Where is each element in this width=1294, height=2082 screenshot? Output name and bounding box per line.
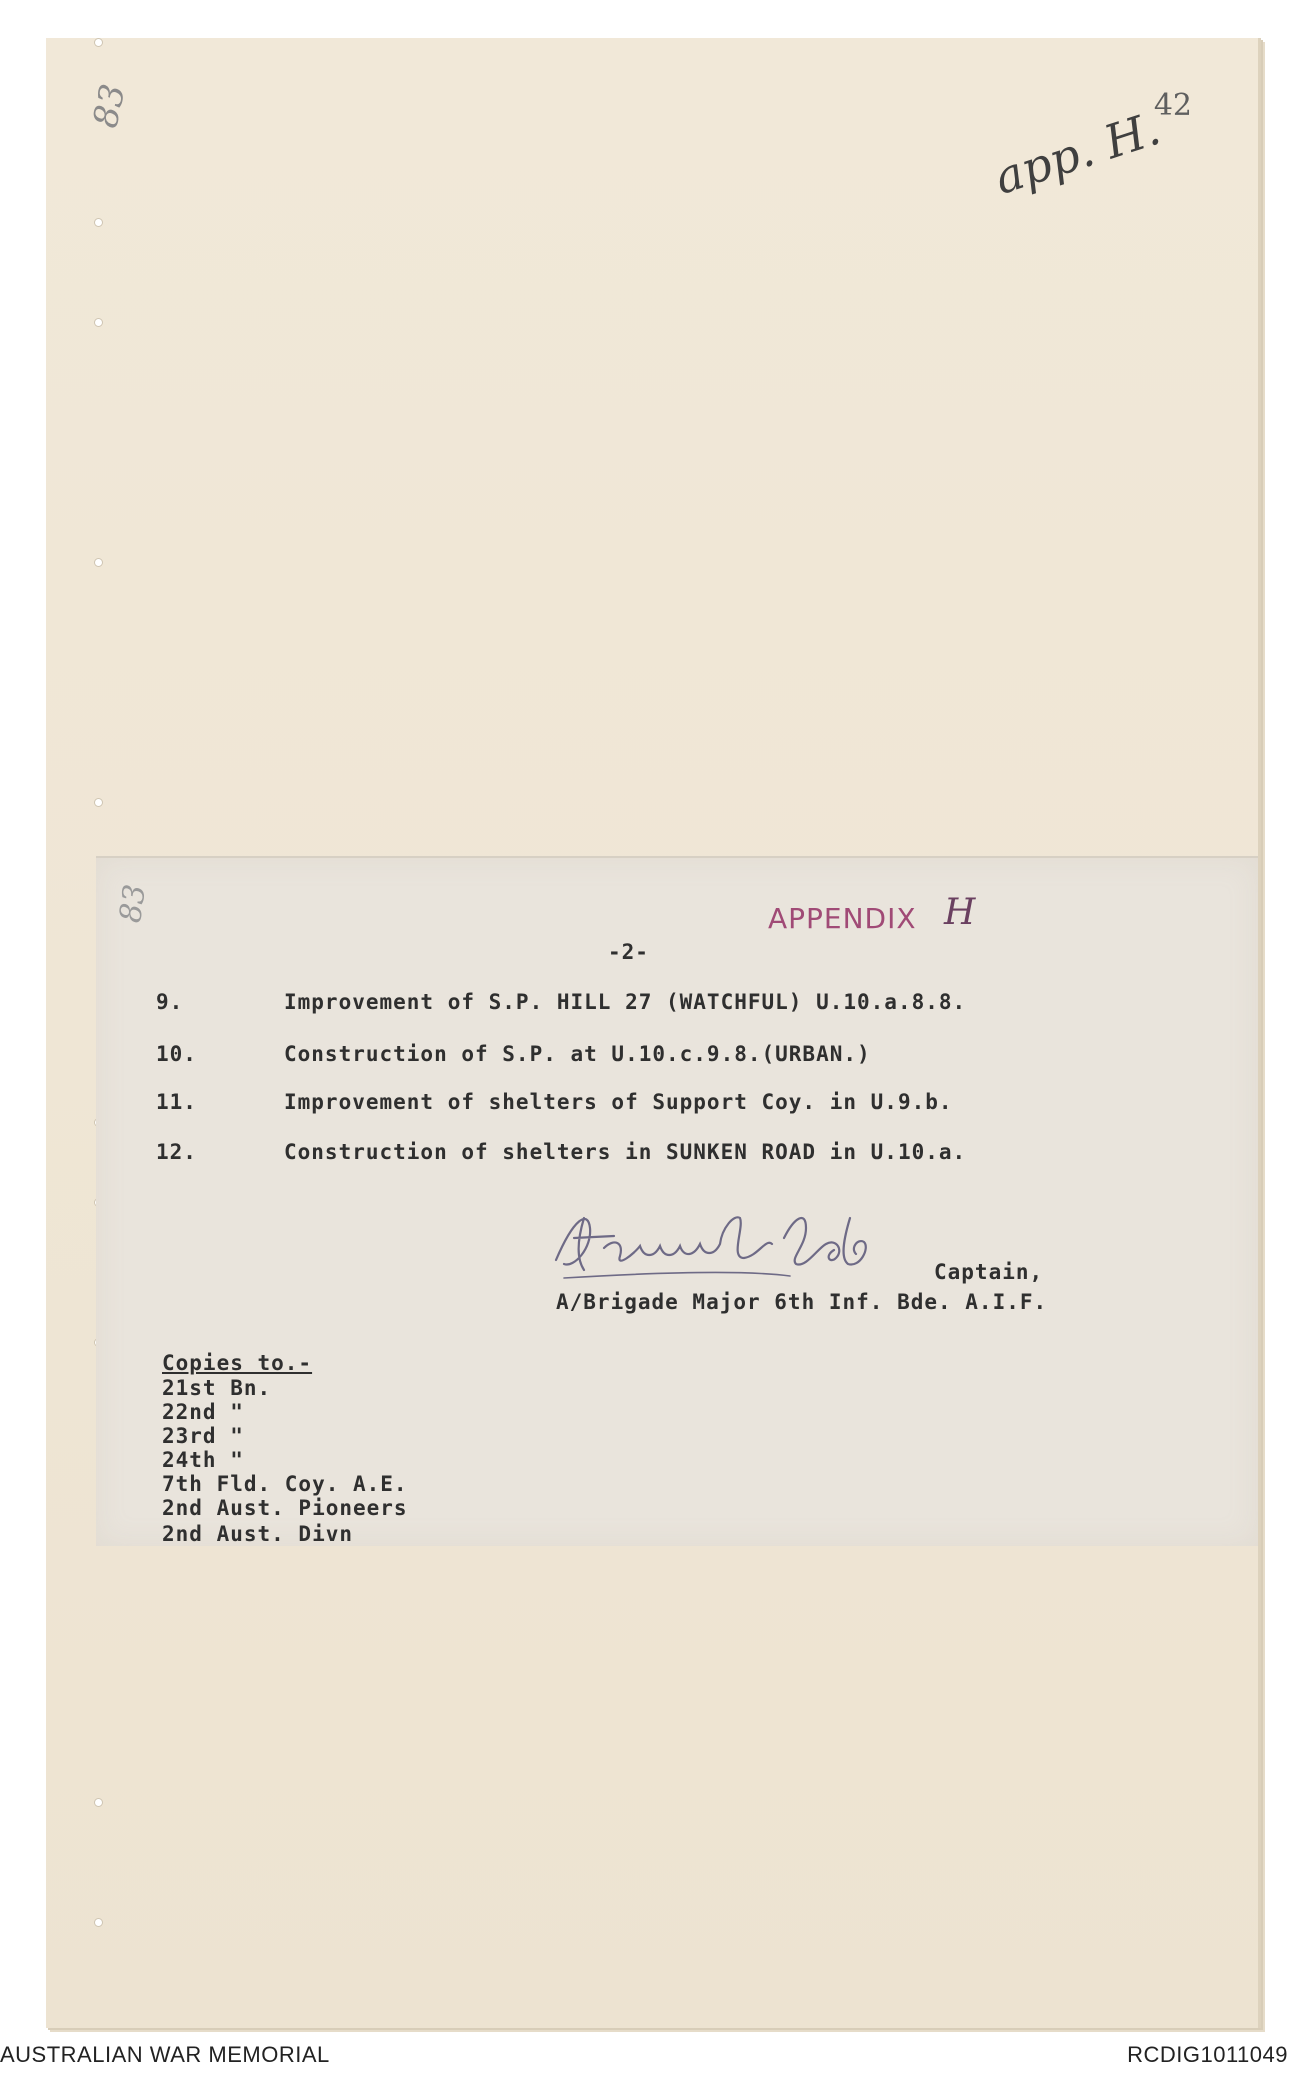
item-text: Construction of shelters in SUNKEN ROAD in U.10.a.	[284, 1140, 967, 1164]
list-item	[156, 1042, 1216, 1076]
copy-recipient: 24th "	[162, 1448, 244, 1472]
copy-recipient: 21st Bn.	[162, 1376, 272, 1400]
binding-hole	[94, 218, 103, 227]
rank-label: Captain,	[934, 1260, 1044, 1284]
signatory-role: A/Brigade Major 6th Inf. Bde. A.I.F.	[556, 1290, 1048, 1314]
pasted-slip	[96, 856, 1258, 1546]
item-number: 9.	[156, 990, 184, 1014]
list-item	[156, 990, 1216, 1024]
item-number: 10.	[156, 1042, 197, 1066]
binding-hole	[94, 798, 103, 807]
binding-hole	[94, 318, 103, 327]
item-text: Improvement of S.P. HILL 27 (WATCHFUL) U.10.a.8.8.	[284, 990, 967, 1014]
footer-record-id: RCDIG1011049	[1127, 2042, 1288, 2067]
copy-recipient: 2nd Aust. Pioneers	[162, 1496, 408, 1520]
slip-pencil-folio: 83	[113, 882, 154, 925]
list-item	[156, 1090, 1216, 1124]
copies-heading: Copies to.-	[162, 1351, 313, 1375]
binding-hole	[94, 558, 103, 567]
list-item	[156, 1140, 1216, 1174]
pencil-folio-top-left: 83	[85, 80, 134, 132]
footer-attribution: AUSTRALIAN WAR MEMORIAL	[0, 2042, 330, 2067]
item-text: Construction of S.P. at U.10.c.9.8.(URBAN.)	[284, 1042, 871, 1066]
folio-number: 42	[1153, 88, 1192, 123]
appendix-handwritten-note: app. H.	[987, 101, 1167, 205]
binding-hole	[94, 1798, 103, 1807]
appendix-stamp: APPENDIX	[768, 902, 917, 935]
copy-recipient: 23rd "	[162, 1424, 244, 1448]
item-number: 11.	[156, 1090, 197, 1114]
handwritten-signature	[544, 1198, 954, 1288]
page-number: -2-	[608, 940, 649, 964]
document-page	[46, 38, 1261, 2028]
item-text: Improvement of shelters of Support Coy. in U.9.b.	[284, 1090, 953, 1114]
appendix-handwritten-mark: H	[944, 892, 976, 933]
copy-recipient: 7th Fld. Coy. A.E.	[162, 1472, 408, 1496]
copy-recipient: 2nd Aust. Divn	[162, 1522, 354, 1546]
copy-recipient: 22nd "	[162, 1400, 244, 1424]
item-number: 12.	[156, 1140, 197, 1164]
binding-hole	[94, 1918, 103, 1927]
